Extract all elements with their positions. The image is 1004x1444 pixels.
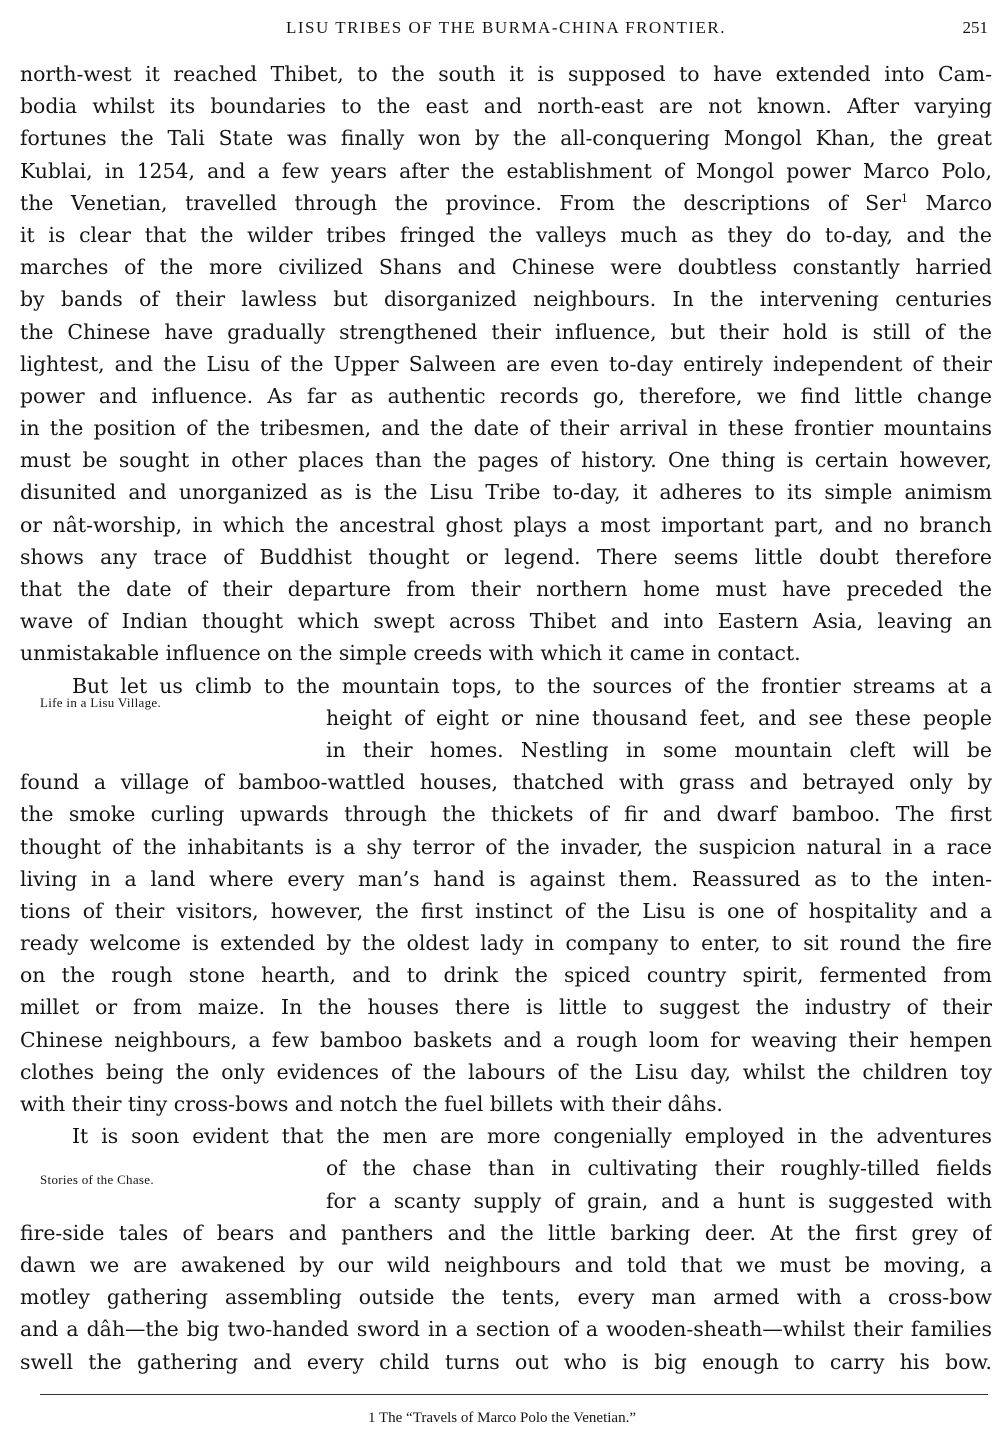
footnote: 1 The “Travels of Marco Polo the Venetian.” [367,1410,636,1426]
page-header [20,18,992,44]
text-line: by bands of their lawless but disorganized neighbours. In the intervening centuries [20,287,992,312]
text-line: tions of their visitors, however, the first instinct of the Lisu is one of hospitality and a [20,898,992,923]
footnote-marker: 1 [900,191,908,205]
text-line: of the chase than in cultivating their roughly-tilled fields [326,1156,992,1181]
text-line: motley gathering assembling outside the tents, every man armed with a cross-bow [20,1285,992,1310]
text-line: unmistakable influence on the simple creeds with which it came in contact. [20,641,801,666]
text-line: Kublai, in 1254, and a few years after the establishment of Mongol power Marco Polo, [20,158,992,183]
text-line: marches of the more civilized Shans and Chinese were doubtless constantly harried [20,255,992,280]
body-text [20,58,992,1378]
sidenote-stories-of-chase: Stories of the Chase. [40,1172,154,1187]
text-line: the smoke curling upwards through the thickets of fir and dwarf bamboo. The first [20,802,992,827]
text-line: Chinese neighbours, a few bamboo baskets and a rough loom for weaving their hempen [20,1027,992,1052]
text-line: bodia whilst its boundaries to the east and north-east are not known. After varying [20,94,992,119]
text-line: wave of Indian thought which swept across Thibet and into Eastern Asia, leaving an [20,609,992,634]
text-line: found a village of bamboo-wattled houses, thatched with grass and betrayed only by [20,770,992,795]
text-line: on the rough stone hearth, and to drink the spiced country spirit, fermented from [20,963,992,988]
page-number: 251 [962,18,988,37]
text-line: in the position of the tribesmen, and the date of their arrival in these frontier mountains [20,416,992,441]
text-span: the Venetian, travelled through the province. From the descriptions of Ser [20,190,901,215]
text-line: ready welcome is extended by the oldest lady in company to enter, to sit round the fire [20,931,992,956]
footnote-divider [40,1394,988,1395]
text-line: It is soon evident that the men are more congenially employed in the adventures [72,1124,992,1149]
sidenote-life-in-village: Life in a Lisu Village. [40,695,162,710]
text-line: disunited and unorganized as is the Lisu Tribe to-day, it adheres to its simple animism [20,480,992,505]
text-line: thought of the inhabitants is a shy terror of the invader, the suspicion natural in a race [20,834,992,859]
text-line: north-west it reached Thibet, to the south it is supposed to have extended into Cam- [20,62,992,86]
text-line [20,187,992,219]
text-line: that the date of their departure from their northern home must have preceded the [20,577,992,601]
text-line: clothes being the only evidences of the labours of the Lisu day, whilst the children toy [20,1059,992,1084]
text-line: But let us climb to the mountain tops, to the sources of the frontier streams at a [72,673,992,698]
text-line: height of eight or nine thousand feet, and see these people [326,705,992,730]
text-span: Marco [925,190,992,215]
text-line: dawn we are awakened by our wild neighbours and told that we must be moving, a [20,1252,992,1277]
text-line: millet or from maize. In the houses there is little to suggest the industry of their [20,995,992,1020]
text-line: must be sought in other places than the pages of history. One thing is certain however, [20,448,992,473]
text-line: power and influence. As far as authentic records go, therefore, we find little change [20,383,992,408]
running-title: LISU TRIBES OF THE BURMA-CHINA FRONTIER. [285,18,727,37]
text-line: in their homes. Nestling in some mountain cleft will be [326,737,992,762]
text-line: shows any trace of Buddhist thought or legend. There seems little doubt therefore [20,544,992,569]
text-line: fortunes the Tali State was finally won by the all-conquering Mongol Khan, the great [20,126,992,151]
text-line: swell the gathering and every child turns out who is big enough to carry his bow. [20,1349,992,1374]
text-line: lightest, and the Lisu of the Upper Salween are even to-day entirely independent of their [20,351,992,376]
text-line: or nât-worship, in which the ancestral ghost plays a most important part, and no branch [20,512,992,537]
text-line: with their tiny cross-bows and notch the fuel billets with their dâhs. [20,1092,723,1116]
text-line: and a dâh—the big two-handed sword in a section of a wooden-sheath—whilst their families [20,1317,992,1342]
text-line: living in a land where every man’s hand is against them. Reassured as to the inten- [20,866,992,891]
text-line: the Chinese have gradually strengthened their influence, but their hold is still of the [20,319,992,344]
text-line: it is clear that the wilder tribes fringed the valleys much as they do to-day, and the [20,222,992,247]
text-line: fire-side tales of bears and panthers and the little barking deer. At the first grey of [20,1220,992,1245]
text-line: for a scanty supply of grain, and a hunt is suggested with [326,1188,992,1213]
